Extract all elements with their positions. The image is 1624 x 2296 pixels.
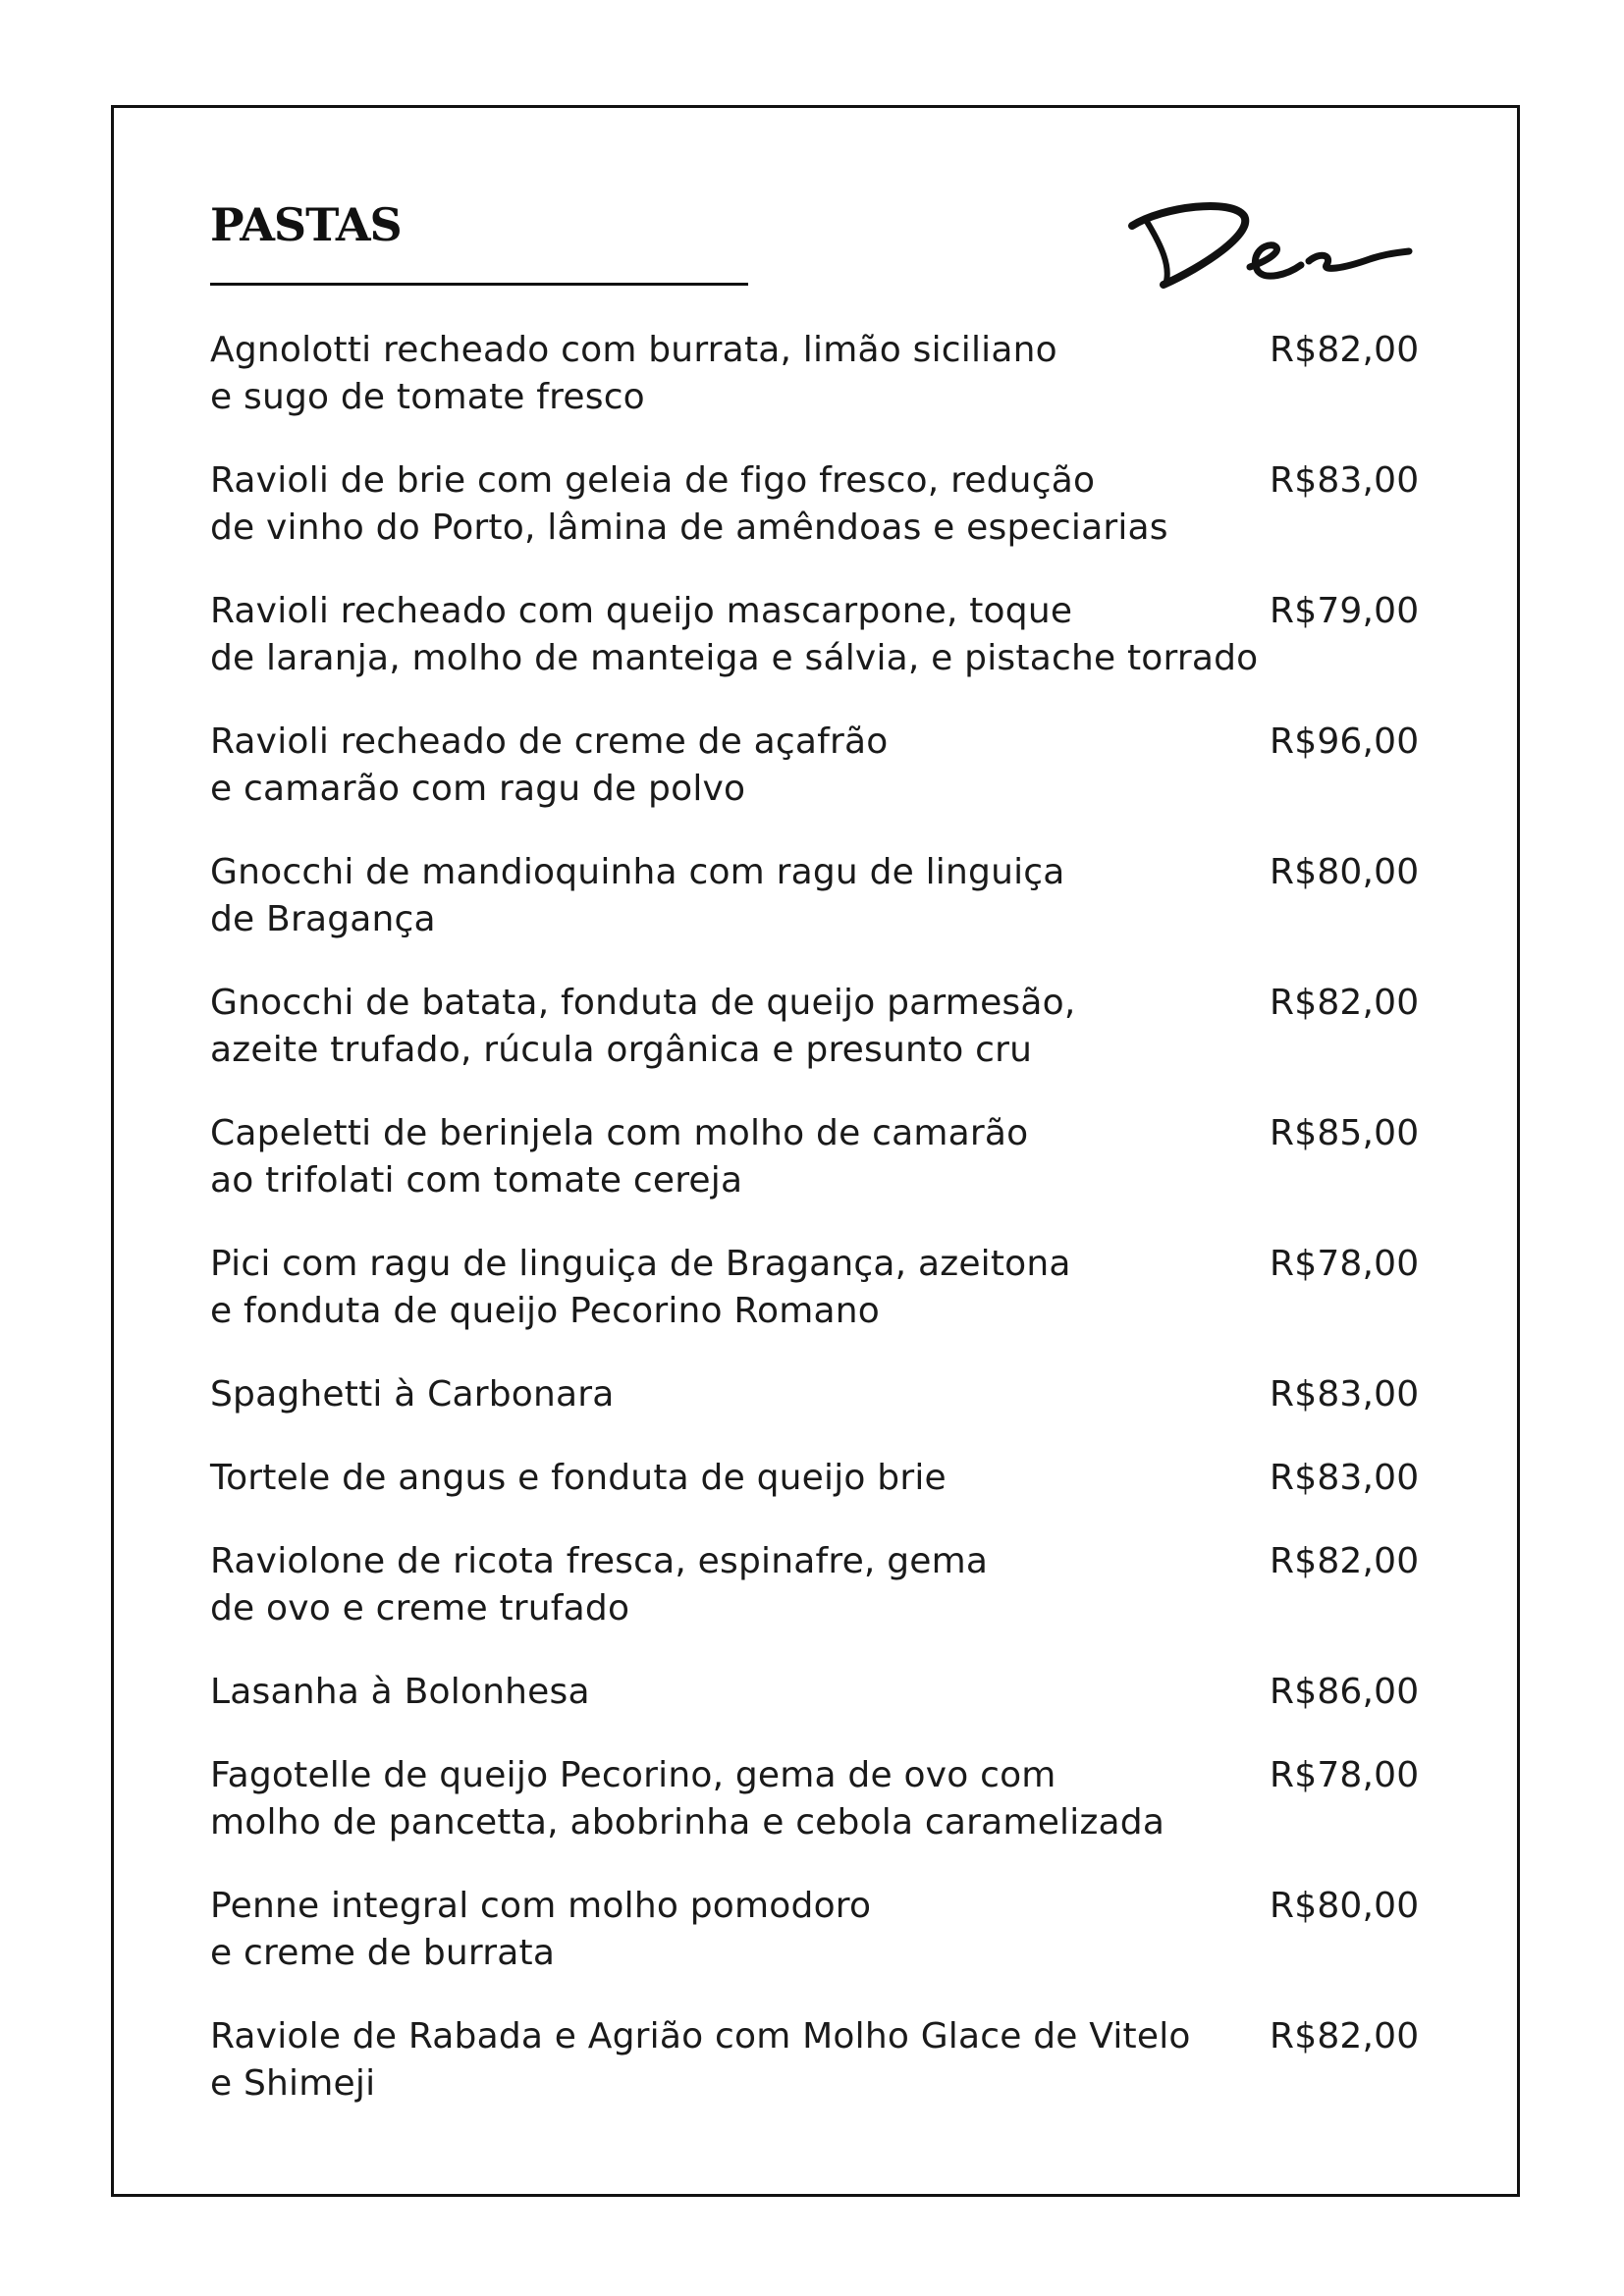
menu-item-name: Raviolone de ricota fresca, espinafre, gema [210,1541,989,1581]
menu-item-name: Pici com ragu de linguiça de Bragança, azeitona [210,1244,1071,1284]
menu-item [210,719,1428,813]
menu-item-name: Capeletti de berinjela com molho de camarão [210,1113,1029,1153]
menu-item-name: Lasanha à Bolonhesa [210,1672,590,1712]
menu-item [210,980,1428,1074]
menu-item-price: R$78,00 [1270,1244,1420,1284]
menu-item [210,1752,1428,1846]
menu-item-description: e creme de burrata [210,1933,556,1973]
menu-item-price: R$78,00 [1270,1755,1420,1795]
menu-item [210,1241,1428,1335]
menu-item-price: R$82,00 [1270,330,1420,370]
menu-item-description: e Shimeji [210,2063,376,2104]
menu-item-price: R$80,00 [1270,852,1420,892]
menu-item-description: de laranja, molho de manteiga e sálvia, e pistache torrado [210,638,1259,678]
menu-item [210,327,1428,421]
menu-item [210,849,1428,943]
menu-item-price: R$82,00 [1270,1541,1420,1581]
menu-item-name: Gnocchi de mandioquinha com ragu de linguiça [210,852,1065,892]
menu-item-description: azeite trufado, rúcula orgânica e presunto cru [210,1030,1033,1070]
menu-item-name: Fagotelle de queijo Pecorino, gema de ovo com [210,1755,1056,1795]
menu-item-description: de ovo e creme trufado [210,1588,630,1629]
menu-item-description: de vinho do Porto, lâmina de amêndoas e especiarias [210,507,1168,548]
menu-item [210,588,1428,682]
menu-item-name: Ravioli recheado de creme de açafrão [210,721,889,762]
menu-item-price: R$96,00 [1270,721,1420,762]
menu-item [210,1371,1428,1418]
title-underline [210,283,748,286]
menu-item-name: Spaghetti à Carbonara [210,1374,615,1415]
menu-item-description: de Bragança [210,899,436,939]
menu-item [210,2013,1428,2108]
menu-item-price: R$86,00 [1270,1672,1420,1712]
menu-item-price: R$82,00 [1270,983,1420,1023]
menu-item-description: e sugo de tomate fresco [210,377,645,417]
menu-item-price: R$85,00 [1270,1113,1420,1153]
menu-item-name: Agnolotti recheado com burrata, limão siciliano [210,330,1057,370]
menu-item-description: ao trifolati com tomate cereja [210,1160,743,1201]
menu-item [210,1455,1428,1502]
menu-item [210,1110,1428,1204]
menu-item [210,457,1428,552]
menu-item-name: Raviole de Rabada e Agrião com Molho Glace de Vitelo [210,2016,1191,2056]
menu-item-name: Ravioli de brie com geleia de figo fresco, redução [210,460,1096,501]
menu-item-name: Tortele de angus e fonduta de queijo brie [210,1458,947,1498]
menu-item-name: Ravioli recheado com queijo mascarpone, toque [210,591,1073,631]
menu-item [210,1538,1428,1632]
menu-item-description: e camarão com ragu de polvo [210,769,746,809]
menu-item-name: Penne integral com molho pomodoro [210,1886,872,1926]
menu-item-description: e fonduta de queijo Pecorino Romano [210,1291,880,1331]
menu-item-price: R$80,00 [1270,1886,1420,1926]
menu-item-description: molho de pancetta, abobrinha e cebola caramelizada [210,1802,1165,1842]
menu-item [210,1669,1428,1716]
menu-item-name: Gnocchi de batata, fonduta de queijo parmesão, [210,983,1076,1023]
menu-item-price: R$79,00 [1270,591,1420,631]
menu-item [210,1883,1428,1977]
menu-list [210,327,1428,2144]
menu-item-price: R$83,00 [1270,1374,1420,1415]
menu-item-price: R$82,00 [1270,2016,1420,2056]
menu-item-price: R$83,00 [1270,1458,1420,1498]
handwritten-signature-logo [1124,177,1419,304]
menu-item-price: R$83,00 [1270,460,1420,501]
section-title: PASTAS [210,198,402,251]
